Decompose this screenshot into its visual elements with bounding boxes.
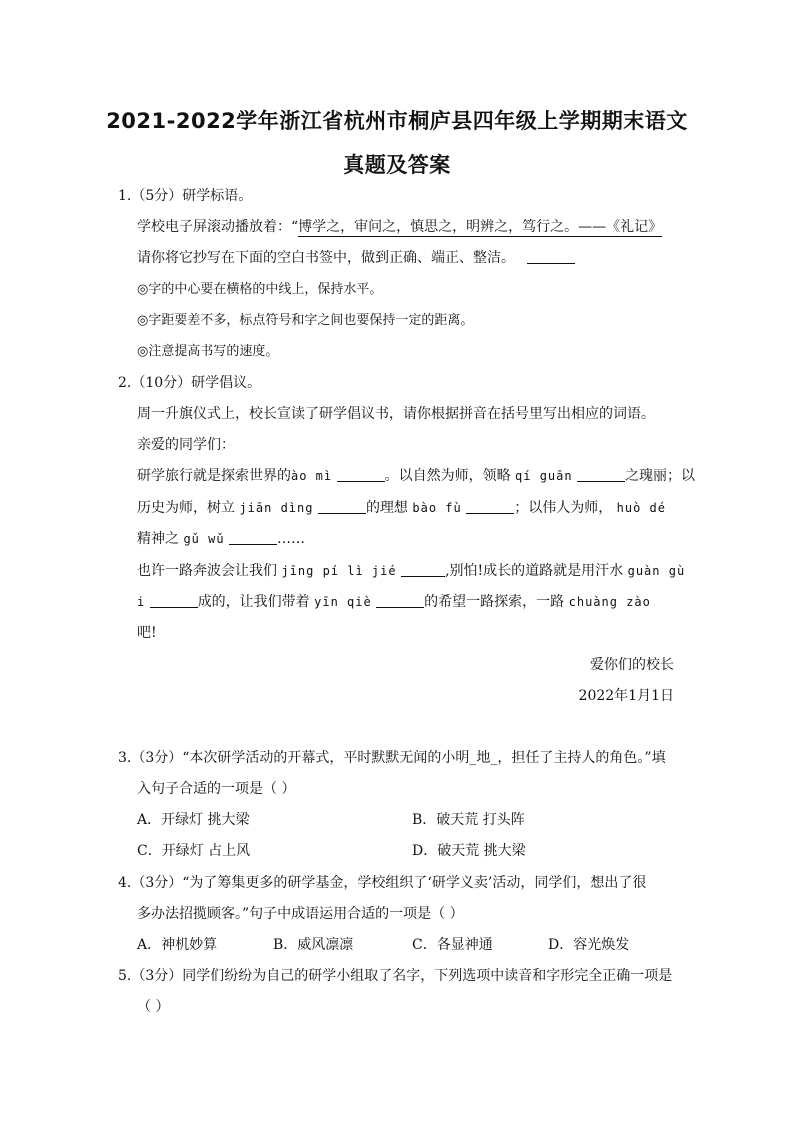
question-5-stem-line-1: 5.（3分）同学们纷纷为自己的研学小组取了名字，下列选项中读音和字形完全正确一项是	[118, 968, 673, 984]
answer-blank[interactable]	[376, 593, 424, 608]
text: ；以伟人为师，	[514, 500, 613, 516]
letter-greeting: 亲爱的同学们：	[137, 437, 235, 453]
question-2-intro: 周一升旗仪式上，校长宣读了研学倡议书，请你根据拼音在括号里写出相应的词语。	[137, 406, 655, 422]
question-1-tip-2: ◎字距要差不多，标点符号和字之间也要保持一定的距离。	[137, 313, 474, 328]
pinyin-prompt: ào mì	[291, 469, 333, 483]
letter-line-5	[137, 592, 651, 612]
question-1-tip-1: ◎字的中心要在横格的中线上，保持水平。	[137, 282, 383, 297]
question-3-option-d[interactable]: D．破天荒 挑大梁	[412, 843, 526, 859]
question-3-option-a[interactable]: A．开绿灯 挑大梁	[137, 812, 250, 828]
pinyin-prompt: jiān dìng	[239, 501, 314, 515]
pinyin-prompt: chuàng zào	[568, 595, 651, 609]
letter-line-6: 吧!	[137, 625, 157, 641]
question-1-tip-3: ◎注意提高书写的速度。	[137, 344, 279, 359]
letter-signature: 爱你们的校长	[590, 657, 674, 673]
question-3-option-b[interactable]: B．破天荒 打头阵	[412, 812, 525, 828]
pinyin-prompt: guàn gù	[627, 564, 686, 578]
text: 精神之	[137, 531, 179, 547]
text: 的理想	[365, 500, 408, 516]
question-4-stem-line-1: 4.（3分）“为了筹集更多的研学基金，学校组织了‘研学义卖’活动，同学们，想出了很	[118, 875, 647, 891]
pinyin-prompt: jīng pí lì jié	[281, 564, 397, 578]
question-4-option-c[interactable]: C．各显神通	[412, 937, 493, 953]
question-1-instruction-text: 请你将它抄写在下面的空白书签中，做到正确、端正、整洁。	[137, 250, 515, 266]
question-4-option-d[interactable]: D．容光焕发	[548, 937, 630, 953]
answer-blank[interactable]	[318, 499, 366, 514]
text: 也许一路奔波会让我们	[137, 563, 277, 579]
question-1-quote-text: 博学之，审问之，慎思之，明辨之，笃行之。——《礼记》	[298, 219, 663, 235]
letter-line-3	[137, 529, 305, 549]
pinyin-prompt: huò dé	[616, 501, 667, 515]
text: 之瑰丽；以	[625, 468, 696, 484]
pinyin-prompt: gǔ wǔ	[183, 532, 225, 546]
text: 的希望一路探索，一路	[424, 594, 565, 610]
answer-blank[interactable]	[229, 530, 277, 545]
text: 研学旅行就是探索世界的	[137, 468, 291, 484]
question-5-stem-line-2: （ ）	[137, 999, 170, 1015]
pinyin-prompt: qí guān	[515, 469, 573, 483]
question-1-quote-prefix: 学校电子屏滚动播放着：“	[137, 219, 299, 235]
answer-blank[interactable]	[150, 593, 198, 608]
question-4-stem-line-2: 多办法招揽顾客。”句子中成语运用合适的一项是（ ）	[137, 906, 464, 922]
question-2-heading: 2.（10分）研学倡议。	[118, 375, 262, 391]
text: 历史为师，树立	[137, 500, 235, 516]
question-3-stem-line-2: 入句子合适的一项是（ ）	[137, 781, 296, 797]
answer-blank[interactable]	[466, 499, 514, 514]
question-1-quote-line	[137, 217, 662, 237]
question-3-stem-line-1: 3.（3分）“本次研学活动的开幕式，平时默默无闻的小明_地_，担任了主持人的角色。”填	[118, 750, 666, 766]
text: 。以自然为师，领略	[384, 468, 511, 484]
question-3-option-c[interactable]: C．开绿灯 占上风	[137, 843, 251, 859]
answer-blank[interactable]	[527, 249, 575, 264]
pinyin-prompt: yīn qiè	[314, 595, 372, 609]
page-title-line-2: 真题及答案	[343, 153, 451, 177]
letter-line-4	[137, 561, 685, 581]
answer-blank[interactable]	[337, 467, 385, 482]
letter-line-2	[137, 498, 666, 518]
answer-blank[interactable]	[401, 562, 445, 577]
pinyin-prompt: bào fù	[412, 501, 462, 515]
question-4-option-a[interactable]: A．神机妙算	[137, 937, 218, 953]
text: ……	[277, 531, 306, 547]
letter-date: 2022年1月1日	[578, 688, 674, 704]
question-1-heading: 1.（5分）研学标语。	[118, 188, 253, 204]
text: 成的，让我们带着	[197, 594, 310, 610]
page-title-line-1: 2021-2022学年浙江省杭州市桐庐县四年级上学期期末语文	[106, 109, 688, 133]
answer-blank[interactable]	[577, 467, 625, 482]
pinyin-prompt: i	[137, 595, 146, 609]
question-1-instruction	[137, 248, 575, 268]
letter-line-1	[137, 466, 695, 486]
text: ,别怕!成长的道路就是用汗水	[445, 563, 624, 579]
question-4-option-b[interactable]: B．威风凛凛	[273, 937, 354, 953]
